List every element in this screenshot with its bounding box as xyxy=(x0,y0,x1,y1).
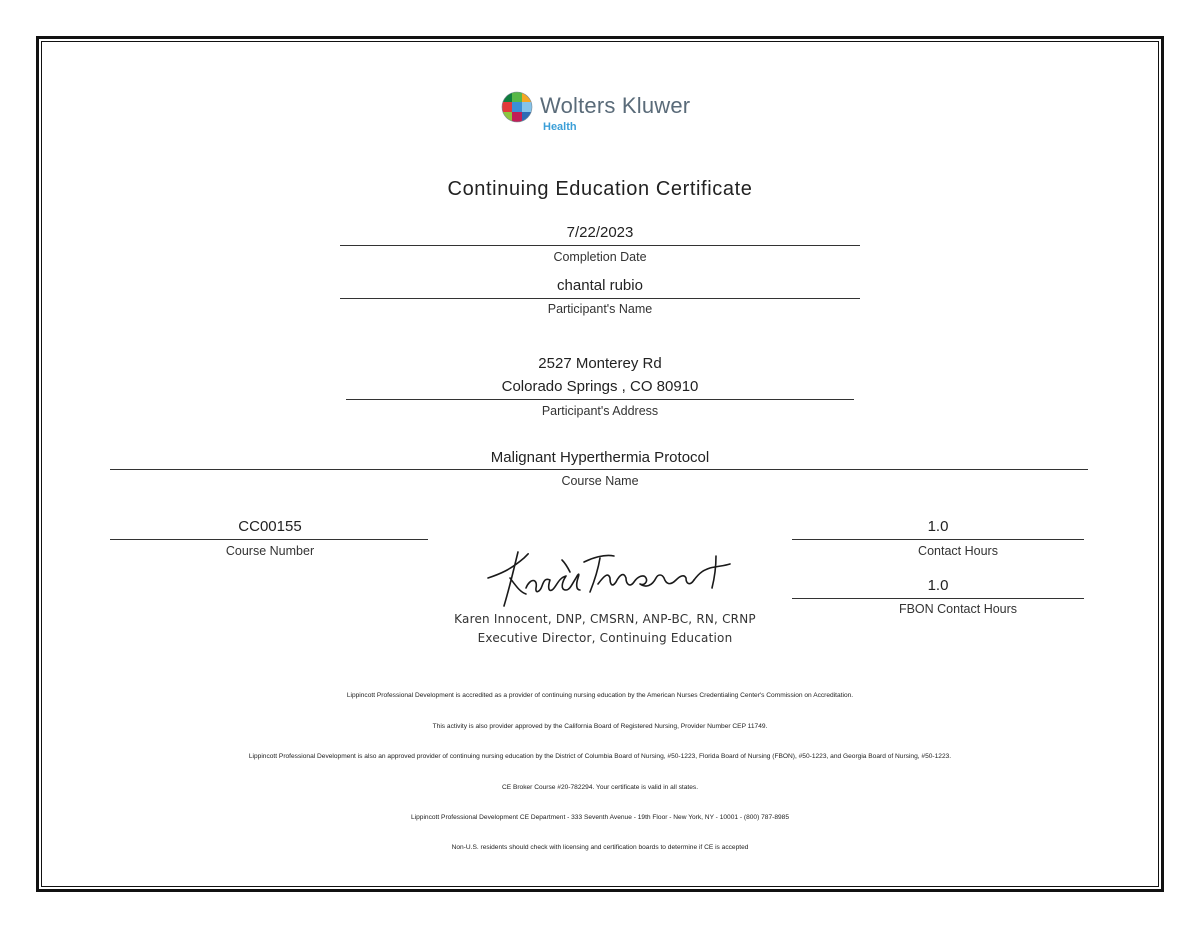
fbon-contact-hours-line xyxy=(792,598,1084,599)
brand-name: Wolters Kluwer xyxy=(540,93,691,118)
signature-image xyxy=(480,548,750,610)
footer-line-2: This activity is also provider approved by the California Board of Registered Nursing, Provider Number CEP 11749. xyxy=(432,723,768,730)
address-line xyxy=(346,399,854,400)
wolters-kluwer-logo-icon xyxy=(500,90,536,126)
participant-name-label: Participant's Name xyxy=(547,302,653,316)
address-line2: Colorado Springs , CO 80910 xyxy=(501,378,699,395)
participant-name-value: chantal rubio xyxy=(557,277,643,294)
completion-date-value: 7/22/2023 xyxy=(566,224,634,241)
completion-date-line xyxy=(340,245,860,246)
contact-hours-label: Contact Hours xyxy=(918,544,998,558)
course-number-value: CC00155 xyxy=(238,518,302,535)
signatory-name: Karen Innocent, DNP, CMSRN, ANP-BC, RN, CRNP xyxy=(454,612,756,626)
logo-mosaic-cell xyxy=(512,102,522,112)
course-number-label: Course Number xyxy=(225,544,315,558)
fbon-contact-hours-label: FBON Contact Hours xyxy=(898,602,1018,616)
participant-name-line xyxy=(340,298,860,299)
address-line1: 2527 Monterey Rd xyxy=(538,355,662,372)
course-name-value: Malignant Hyperthermia Protocol xyxy=(490,449,710,466)
footer-line-4: CE Broker Course #20-782294. Your certificate is valid in all states. xyxy=(501,784,699,791)
certificate-title: Continuing Education Certificate xyxy=(447,178,753,200)
address-label: Participant's Address xyxy=(541,404,659,418)
logo-mosaic-cell xyxy=(522,102,532,112)
course-name-line xyxy=(110,469,1088,470)
logo-mosaic-cell xyxy=(512,112,522,122)
logo-mosaic-cell xyxy=(502,102,512,112)
course-name-label: Course Name xyxy=(561,474,639,488)
course-number-line xyxy=(110,539,428,540)
brand-subtitle: Health xyxy=(543,121,577,133)
footer-line-5: Lippincott Professional Development CE Department - 333 Seventh Avenue - 19th Floor - New York, NY - 10001 - (800) 787-8985 xyxy=(410,814,789,821)
completion-date-label: Completion Date xyxy=(553,250,647,264)
footer-line-1: Lippincott Professional Development is accredited as a provider of continuing nursing education by the American Nurses Credentialing Center's Commission on Accreditation. xyxy=(346,692,854,699)
logo-mosaic-cell xyxy=(512,92,522,102)
contact-hours-value: 1.0 xyxy=(927,518,949,535)
contact-hours-line xyxy=(792,539,1084,540)
footer-line-3: Lippincott Professional Development is also an approved provider of continuing nursing education by the District of Columbia Board of Nursing, #50-1223, Florida Board of Nursing (FBON), #50-1223, and Georgia Board of Nursing, #50-1223. xyxy=(248,753,952,760)
signatory-title: Executive Director, Continuing Education xyxy=(477,631,733,645)
footer-line-6: Non-U.S. residents should check with licensing and certification boards to determine if CE is accepted xyxy=(451,844,749,851)
fbon-contact-hours-value: 1.0 xyxy=(927,577,949,594)
